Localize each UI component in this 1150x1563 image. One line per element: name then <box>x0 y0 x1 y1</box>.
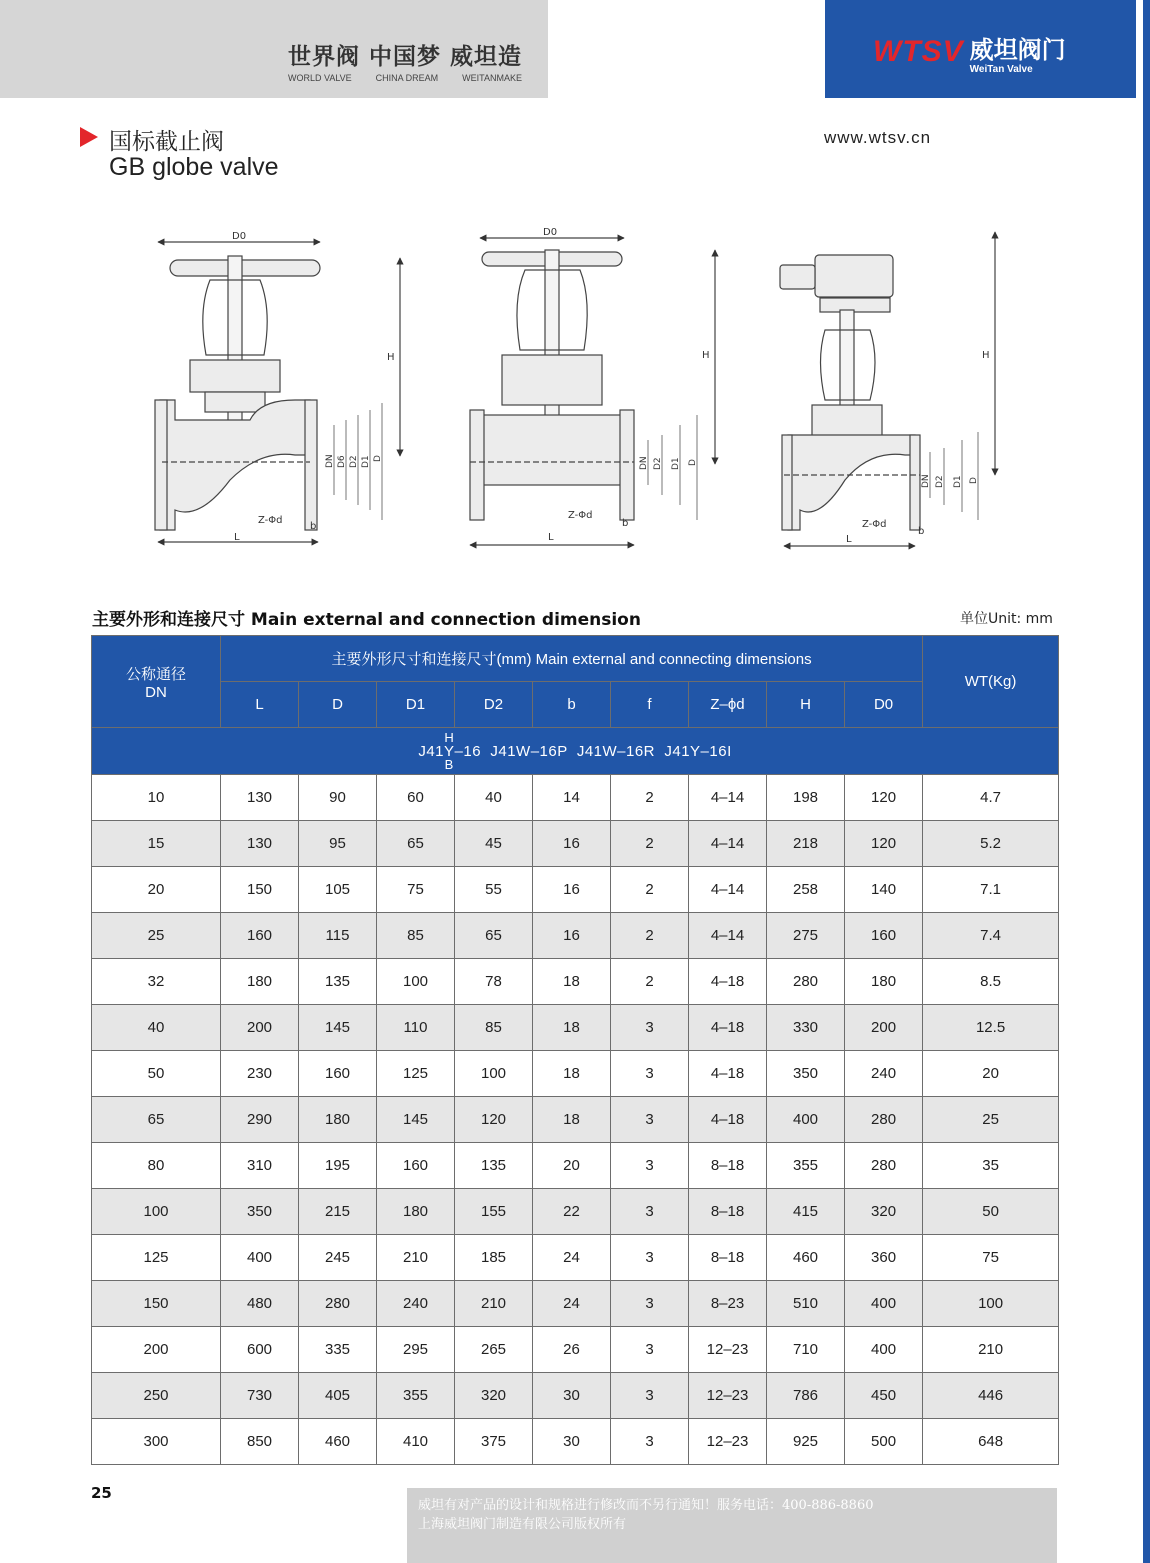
table-cell: 280 <box>767 959 845 1005</box>
label-b-2: b <box>622 518 629 529</box>
table-cell: 275 <box>767 913 845 959</box>
model-variant-h: H <box>444 729 455 745</box>
table-cell: 3 <box>611 1419 689 1465</box>
table-cell: 290 <box>221 1097 299 1143</box>
table-cell: 160 <box>299 1051 377 1097</box>
table-cell: 65 <box>455 913 533 959</box>
table-cell: 3 <box>611 1189 689 1235</box>
column-header: D1 <box>377 682 455 728</box>
table-cell: 25 <box>923 1097 1059 1143</box>
column-header: b <box>533 682 611 728</box>
table-cell: 4–14 <box>689 821 767 867</box>
title-arrow-icon <box>80 127 98 147</box>
table-cell: 160 <box>221 913 299 959</box>
table-cell: 180 <box>845 959 923 1005</box>
table-cell: 230 <box>221 1051 299 1097</box>
label-b-3: b <box>918 526 925 537</box>
table-row <box>92 1051 1059 1097</box>
title-en: GB globe valve <box>109 153 279 181</box>
table-cell: 20 <box>92 867 221 913</box>
label-d0-2: D0 <box>543 227 558 238</box>
table-cell: 320 <box>845 1189 923 1235</box>
table-cell: 3 <box>611 1051 689 1097</box>
table-cell: 60 <box>377 775 455 821</box>
table-cell: 150 <box>221 867 299 913</box>
table-cell: 200 <box>221 1005 299 1051</box>
slogan-en-2: CHINA DREAM <box>375 73 439 83</box>
table-cell: 18 <box>533 1051 611 1097</box>
model-row <box>92 728 1059 775</box>
table-row <box>92 821 1059 867</box>
label-dn-3: DN <box>921 474 931 488</box>
label-h-1: H <box>387 352 395 363</box>
table-cell: 26 <box>533 1327 611 1373</box>
model-prefix: J41 <box>418 742 444 760</box>
table-cell: 850 <box>221 1419 299 1465</box>
table-cell: 510 <box>767 1281 845 1327</box>
table-cell: 85 <box>455 1005 533 1051</box>
table-cell: 3 <box>611 1327 689 1373</box>
table-cell: 35 <box>923 1143 1059 1189</box>
table-cell: 375 <box>455 1419 533 1465</box>
table-cell: 18 <box>533 1097 611 1143</box>
table-cell: 200 <box>845 1005 923 1051</box>
table-cell: 4–14 <box>689 775 767 821</box>
table-cell: 18 <box>533 959 611 1005</box>
table-row <box>92 959 1059 1005</box>
table-cell: 210 <box>377 1235 455 1281</box>
table-cell: 415 <box>767 1189 845 1235</box>
table-cell: 180 <box>221 959 299 1005</box>
table-cell: 20 <box>923 1051 1059 1097</box>
table-cell: 135 <box>455 1143 533 1189</box>
table-cell: 18 <box>533 1005 611 1051</box>
table-row <box>92 1143 1059 1189</box>
label-dn-1: DN <box>325 454 335 468</box>
logo-wordmark: WTSV <box>873 35 964 68</box>
section-title: 主要外形和连接尺寸 Main external and connection dimension <box>92 610 641 630</box>
logo-sub: WeiTan Valve <box>969 64 1033 75</box>
table-cell: 30 <box>533 1373 611 1419</box>
table-row <box>92 1235 1059 1281</box>
label-h-3: H <box>982 350 990 361</box>
table-cell: 4–14 <box>689 913 767 959</box>
table-cell: 5.2 <box>923 821 1059 867</box>
table-cell: 3 <box>611 1281 689 1327</box>
table-row <box>92 1373 1059 1419</box>
label-d0-1: D0 <box>232 231 247 242</box>
table-cell: 240 <box>377 1281 455 1327</box>
table-cell: 14 <box>533 775 611 821</box>
unit-label: 单位Unit: mm <box>960 611 1053 627</box>
label-zd-3: Z-Φd <box>862 519 887 530</box>
table-row <box>92 1189 1059 1235</box>
table-cell: 40 <box>455 775 533 821</box>
table-cell: 16 <box>533 867 611 913</box>
label-d-3: D <box>969 477 979 484</box>
dimension-table <box>91 635 1059 1465</box>
table-cell: 925 <box>767 1419 845 1465</box>
column-header: D2 <box>455 682 533 728</box>
page-number: 25 <box>91 1484 112 1502</box>
label-d2-1: D2 <box>349 455 359 468</box>
table-cell: 3 <box>611 1097 689 1143</box>
table-cell: 3 <box>611 1005 689 1051</box>
column-header: D0 <box>845 682 923 728</box>
model-variant-stack <box>444 729 455 772</box>
slogan-en-1: WORLD VALVE <box>288 73 352 83</box>
column-header: Z–ϕd <box>689 682 767 728</box>
table-cell: 4–18 <box>689 1005 767 1051</box>
table-cell: 90 <box>299 775 377 821</box>
logo-cn: 威坦阀门 <box>969 36 1066 64</box>
table-cell: 730 <box>221 1373 299 1419</box>
table-cell: 8–18 <box>689 1189 767 1235</box>
label-h-2: H <box>702 350 710 361</box>
table-cell: 350 <box>767 1051 845 1097</box>
table-cell: 446 <box>923 1373 1059 1419</box>
table-row <box>92 1005 1059 1051</box>
table-cell: 2 <box>611 821 689 867</box>
title-cn: 国标截止阀 <box>109 129 224 155</box>
table-cell: 240 <box>845 1051 923 1097</box>
table-cell: 20 <box>533 1143 611 1189</box>
table-cell: 45 <box>455 821 533 867</box>
dn-header <box>92 636 221 728</box>
valve-drawing-handwheel <box>155 231 400 543</box>
website-url: www.wtsv.cn <box>824 128 932 147</box>
table-cell: 500 <box>845 1419 923 1465</box>
table-cell: 410 <box>377 1419 455 1465</box>
table-cell: 32 <box>92 959 221 1005</box>
label-d6-1: D6 <box>337 455 347 468</box>
table-cell: 125 <box>377 1051 455 1097</box>
label-d-2: D <box>688 459 698 466</box>
table-cell: 16 <box>533 913 611 959</box>
table-row <box>92 1097 1059 1143</box>
table-cell: 215 <box>299 1189 377 1235</box>
table-cell: 145 <box>299 1005 377 1051</box>
table-cell: 120 <box>845 775 923 821</box>
table-cell: 145 <box>377 1097 455 1143</box>
table-cell: 125 <box>92 1235 221 1281</box>
table-cell: 400 <box>221 1235 299 1281</box>
table-cell: 648 <box>923 1419 1059 1465</box>
table-cell: 280 <box>845 1143 923 1189</box>
table-cell: 40 <box>92 1005 221 1051</box>
table-cell: 95 <box>299 821 377 867</box>
table-cell: 405 <box>299 1373 377 1419</box>
label-zd-2: Z-Φd <box>568 510 593 521</box>
company-logo <box>873 36 1066 75</box>
table-cell: 4–14 <box>689 867 767 913</box>
table-cell: 65 <box>92 1097 221 1143</box>
table-row <box>92 1327 1059 1373</box>
table-cell: 115 <box>299 913 377 959</box>
group-header: 主要外形尺寸和连接尺寸(mm) Main external and connecting dimensions <box>221 636 923 682</box>
model-rest: –16 J41W–16P J41W–16R J41Y–16I <box>454 742 732 760</box>
table-row <box>92 775 1059 821</box>
table-cell: 100 <box>923 1281 1059 1327</box>
header-banner-right <box>825 0 1136 98</box>
table-cell: 7.4 <box>923 913 1059 959</box>
table-row <box>92 1281 1059 1327</box>
table-cell: 12–23 <box>689 1327 767 1373</box>
table-cell: 330 <box>767 1005 845 1051</box>
table-cell: 180 <box>377 1189 455 1235</box>
table-cell: 786 <box>767 1373 845 1419</box>
table-cell: 135 <box>299 959 377 1005</box>
table-cell: 130 <box>221 821 299 867</box>
table-cell: 78 <box>455 959 533 1005</box>
table-cell: 280 <box>845 1097 923 1143</box>
table-cell: 105 <box>299 867 377 913</box>
table-cell: 2 <box>611 867 689 913</box>
table-row <box>92 1419 1059 1465</box>
table-cell: 22 <box>533 1189 611 1235</box>
valve-drawings <box>140 220 1020 560</box>
label-dn-2: DN <box>639 456 649 470</box>
table-cell: 360 <box>845 1235 923 1281</box>
slogan-cn: 世界阀 中国梦 威坦造 <box>288 43 523 70</box>
table-cell: 600 <box>221 1327 299 1373</box>
table-cell: 320 <box>455 1373 533 1419</box>
label-d-1: D <box>373 455 383 462</box>
table-cell: 65 <box>377 821 455 867</box>
label-l-1: L <box>234 532 240 543</box>
table-cell: 12.5 <box>923 1005 1059 1051</box>
table-cell: 85 <box>377 913 455 959</box>
table-cell: 2 <box>611 775 689 821</box>
table-cell: 250 <box>92 1373 221 1419</box>
dn-header-en: DN <box>145 683 167 701</box>
table-cell: 460 <box>299 1419 377 1465</box>
table-cell: 7.1 <box>923 867 1059 913</box>
label-d2-3: D2 <box>935 475 945 488</box>
label-l-3: L <box>846 534 852 545</box>
table-cell: 130 <box>221 775 299 821</box>
table-cell: 24 <box>533 1281 611 1327</box>
table-cell: 80 <box>92 1143 221 1189</box>
table-cell: 30 <box>533 1419 611 1465</box>
table-cell: 4–18 <box>689 1051 767 1097</box>
column-header: H <box>767 682 845 728</box>
table-cell: 2 <box>611 913 689 959</box>
column-header: f <box>611 682 689 728</box>
table-cell: 155 <box>455 1189 533 1235</box>
model-variant-b: B <box>444 756 454 772</box>
table-cell: 258 <box>767 867 845 913</box>
label-d1-3: D1 <box>953 475 963 488</box>
slogan <box>288 38 528 83</box>
table-cell: 12–23 <box>689 1419 767 1465</box>
table-cell: 480 <box>221 1281 299 1327</box>
table-cell: 75 <box>923 1235 1059 1281</box>
table-cell: 8–18 <box>689 1143 767 1189</box>
table-cell: 120 <box>845 821 923 867</box>
table-cell: 50 <box>923 1189 1059 1235</box>
model-variant-y: Y <box>444 742 455 760</box>
table-cell: 180 <box>299 1097 377 1143</box>
label-l-2: L <box>548 532 554 543</box>
table-cell: 265 <box>455 1327 533 1373</box>
table-row <box>92 867 1059 913</box>
table-cell: 4.7 <box>923 775 1059 821</box>
table-cell: 2 <box>611 959 689 1005</box>
table-cell: 8–23 <box>689 1281 767 1327</box>
table-cell: 8.5 <box>923 959 1059 1005</box>
table-cell: 460 <box>767 1235 845 1281</box>
table-cell: 100 <box>455 1051 533 1097</box>
label-d2-2: D2 <box>653 457 663 470</box>
footer-line-2: 上海威坦阀门制造有限公司版权所有 <box>418 1517 627 1532</box>
table-cell: 295 <box>377 1327 455 1373</box>
table-cell: 450 <box>845 1373 923 1419</box>
table-cell: 50 <box>92 1051 221 1097</box>
table-cell: 3 <box>611 1143 689 1189</box>
table-cell: 110 <box>377 1005 455 1051</box>
table-cell: 710 <box>767 1327 845 1373</box>
header-banner-left <box>0 0 548 98</box>
table-cell: 335 <box>299 1327 377 1373</box>
table-cell: 195 <box>299 1143 377 1189</box>
edge-strip <box>1143 0 1150 1563</box>
column-header: L <box>221 682 299 728</box>
table-cell: 4–18 <box>689 1097 767 1143</box>
table-cell: 355 <box>377 1373 455 1419</box>
slogan-en-3: WEITANMAKE <box>462 73 522 83</box>
table-cell: 4–18 <box>689 959 767 1005</box>
table-cell: 185 <box>455 1235 533 1281</box>
label-zd-1: Z-Φd <box>258 515 283 526</box>
table-cell: 120 <box>455 1097 533 1143</box>
valve-drawing-flanged <box>470 227 715 545</box>
column-header: D <box>299 682 377 728</box>
table-cell: 150 <box>92 1281 221 1327</box>
table-cell: 355 <box>767 1143 845 1189</box>
table-cell: 400 <box>845 1281 923 1327</box>
table-cell: 160 <box>377 1143 455 1189</box>
table-cell: 218 <box>767 821 845 867</box>
table-cell: 15 <box>92 821 221 867</box>
label-b-1: b <box>310 521 317 532</box>
table-cell: 16 <box>533 821 611 867</box>
table-cell: 245 <box>299 1235 377 1281</box>
table-cell: 55 <box>455 867 533 913</box>
table-cell: 198 <box>767 775 845 821</box>
wt-header: WT(Kg) <box>923 636 1059 728</box>
table-cell: 310 <box>221 1143 299 1189</box>
table-cell: 400 <box>845 1327 923 1373</box>
valve-drawing-electric <box>780 232 995 546</box>
table-cell: 300 <box>92 1419 221 1465</box>
table-cell: 140 <box>845 867 923 913</box>
table-row <box>92 913 1059 959</box>
table-cell: 350 <box>221 1189 299 1235</box>
table-cell: 210 <box>455 1281 533 1327</box>
table-cell: 400 <box>767 1097 845 1143</box>
table-cell: 100 <box>92 1189 221 1235</box>
table-cell: 25 <box>92 913 221 959</box>
footer-line-1: 威坦有对产品的设计和规格进行修改而不另行通知！服务电话：400-886-8860 <box>418 1498 874 1513</box>
table-cell: 100 <box>377 959 455 1005</box>
table-cell: 3 <box>611 1235 689 1281</box>
table-cell: 280 <box>299 1281 377 1327</box>
table-cell: 200 <box>92 1327 221 1373</box>
label-d1-2: D1 <box>671 457 681 470</box>
table-cell: 10 <box>92 775 221 821</box>
table-cell: 3 <box>611 1373 689 1419</box>
slogan-en <box>288 73 522 83</box>
dn-header-cn: 公称通径 <box>125 665 186 683</box>
table-cell: 210 <box>923 1327 1059 1373</box>
label-d1-1: D1 <box>361 455 371 468</box>
table-cell: 8–18 <box>689 1235 767 1281</box>
table-cell: 75 <box>377 867 455 913</box>
table-cell: 24 <box>533 1235 611 1281</box>
table-cell: 12–23 <box>689 1373 767 1419</box>
table-cell: 160 <box>845 913 923 959</box>
